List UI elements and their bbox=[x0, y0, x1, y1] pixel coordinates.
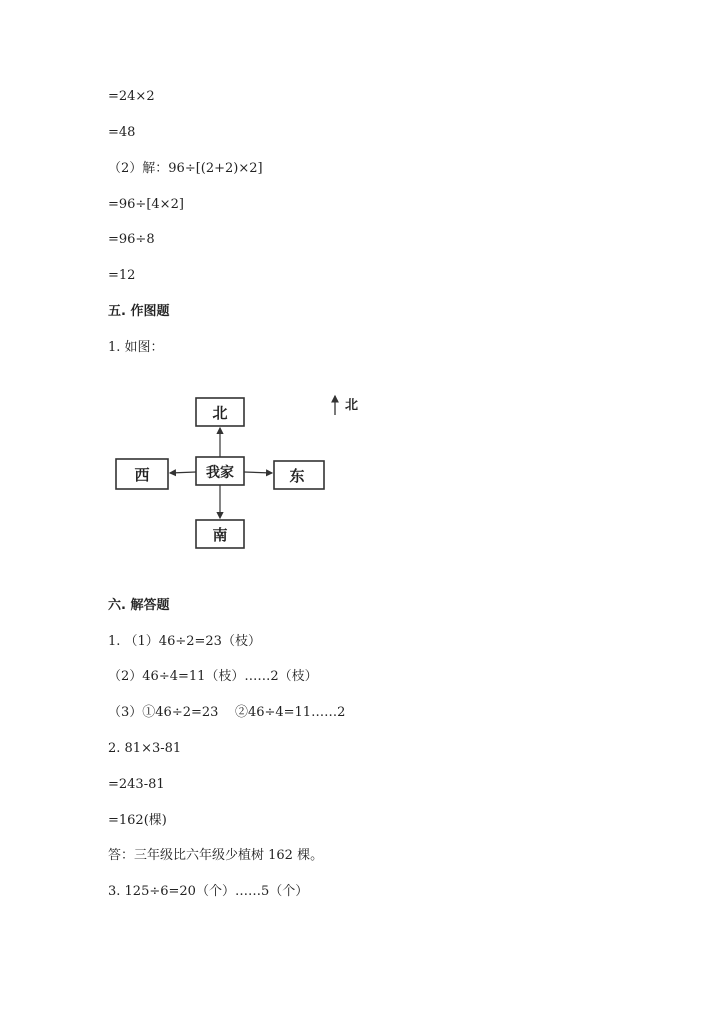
calc-step: =96÷[4×2] bbox=[108, 197, 184, 212]
calc-step: =48 bbox=[108, 125, 136, 140]
calc-step: =12 bbox=[108, 268, 136, 283]
center-label: 我家 bbox=[206, 465, 234, 481]
south-label: 南 bbox=[212, 526, 228, 544]
arrow-east bbox=[244, 472, 272, 473]
section-title-answers: 六. 解答题 bbox=[108, 598, 170, 613]
answer-line: 1. （1）46÷2=23（枝） bbox=[108, 634, 261, 649]
east-label: 东 bbox=[289, 467, 305, 485]
direction-diagram bbox=[108, 385, 368, 555]
answer-line: =243-81 bbox=[108, 777, 165, 792]
answer-line: （2）46÷4=11（枝）……2（枝） bbox=[108, 669, 318, 684]
compass-label: 北 bbox=[345, 398, 359, 413]
answer-line: 2. 81×3-81 bbox=[108, 741, 182, 756]
question-label: 1. 如图： bbox=[108, 340, 164, 355]
north-label: 北 bbox=[212, 404, 228, 422]
arrow-west bbox=[170, 472, 196, 473]
calc-step: =96÷8 bbox=[108, 232, 155, 247]
answer-line: 3. 125÷6=20（个）……5（个） bbox=[108, 884, 309, 899]
answer-line: =162(棵) bbox=[108, 813, 167, 828]
answer-line: （3）①46÷2=23 ②46÷4=11……2 bbox=[108, 705, 346, 720]
west-label: 西 bbox=[134, 466, 150, 484]
calc-step: =24×2 bbox=[108, 89, 155, 104]
section-title-drawing: 五. 作图题 bbox=[108, 304, 170, 319]
calc-intro: （2）解：96÷[(2+2)×2] bbox=[108, 161, 263, 176]
answer-statement: 答：三年级比六年级少植树 162 棵。 bbox=[108, 848, 324, 863]
